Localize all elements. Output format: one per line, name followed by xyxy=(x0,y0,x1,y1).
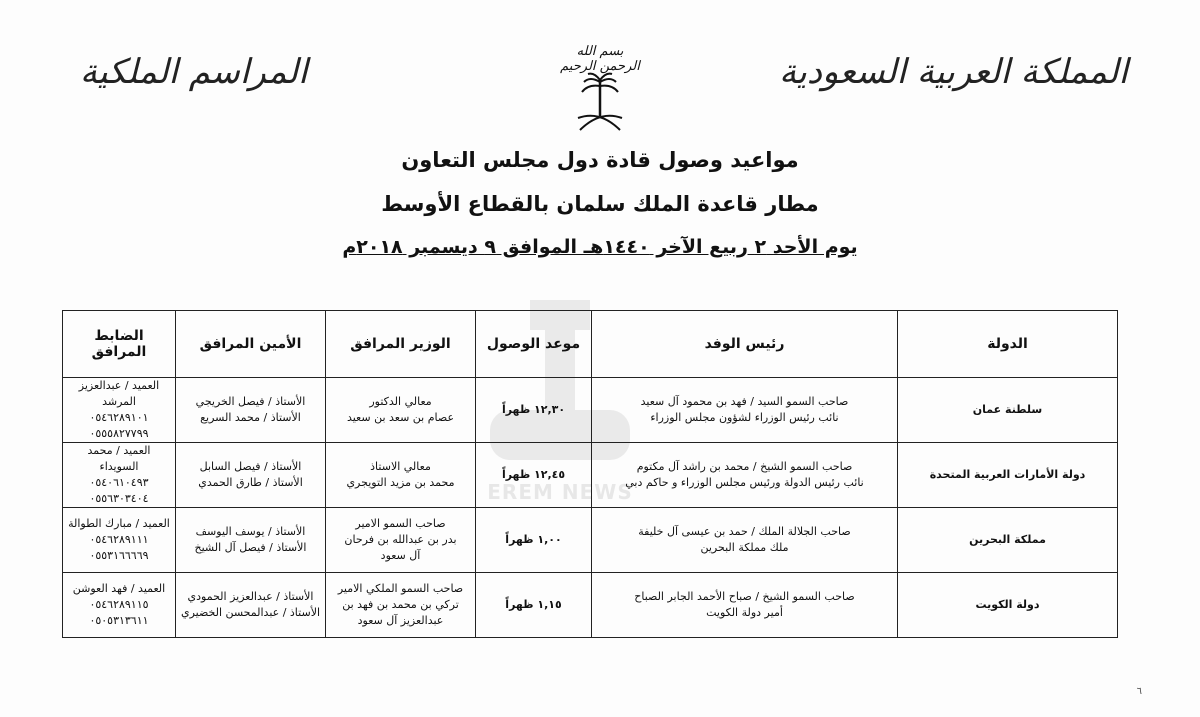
officer-phone: ٠٥٤٦٢٨٩١١٥ xyxy=(89,598,149,611)
arrival-time-cell: ١,٠٠ ظهراً xyxy=(476,508,592,573)
officer-line: العميد / محمد السويداء xyxy=(87,444,151,473)
delegation-head-cell xyxy=(592,508,898,573)
header-country: الدولة xyxy=(898,311,1118,378)
officer-phone: ٠٥٥٦٣٠٣٤٠٤ xyxy=(89,492,149,505)
table-row xyxy=(63,573,1118,638)
minister-line: صاحب السمو الامير xyxy=(355,517,446,530)
table-header-row xyxy=(63,311,1118,378)
arrival-time-cell: ١٢,٣٠ ظهراً xyxy=(476,378,592,443)
officer-cell xyxy=(63,443,176,508)
table-row xyxy=(63,443,1118,508)
header-officer: الضابط المرافق xyxy=(63,311,176,378)
delegation-head-cell xyxy=(592,443,898,508)
delegation-head-cell xyxy=(592,573,898,638)
royal-protocol-logo-text: المراسم الملكية xyxy=(80,52,308,92)
minister-line: معالي الاستاذ xyxy=(370,460,431,473)
head-line: صاحب الجلالة الملك / حمد بن عيسى آل خليفة xyxy=(638,525,851,538)
secretary-line: الأستاذ / فيصل السابل xyxy=(199,460,302,473)
minister-line: صاحب السمو الملكي الامير xyxy=(337,582,464,595)
secretary-line: الأستاذ / محمد السريع xyxy=(200,411,301,424)
head-line: صاحب السمو الشيخ / صباح الأحمد الجابر الصباح xyxy=(634,590,855,603)
secretary-line: الأستاذ / عبدالمحسن الخضيري xyxy=(180,606,321,619)
header-arrival-time: موعد الوصول xyxy=(476,311,592,378)
head-line: نائب رئيس الوزراء لشؤون مجلس الوزراء xyxy=(650,411,839,424)
minister-cell xyxy=(326,573,476,638)
page-number: ٦ xyxy=(1136,686,1142,697)
officer-phone: ٠٥٤٦٢٨٩١٠١ xyxy=(89,411,149,424)
officer-phone: ٠٥٤٠٦١٠٤٩٣ xyxy=(89,476,149,489)
kingdom-logo-text: المملكة العربية السعودية xyxy=(779,52,1128,92)
officer-line: العميد / فهد العوشن xyxy=(72,582,166,595)
country-cell: دولة الكويت xyxy=(898,573,1118,638)
country-cell: مملكة البحرين xyxy=(898,508,1118,573)
head-line: ملك مملكة البحرين xyxy=(700,541,789,554)
officer-phone: ٠٥٤٦٢٨٩١١١ xyxy=(89,533,149,546)
secretary-cell xyxy=(176,378,326,443)
secretary-cell xyxy=(176,508,326,573)
officer-cell xyxy=(63,573,176,638)
minister-line: محمد بن مزيد التويجري xyxy=(346,476,455,489)
minister-line: تركي بن محمد بن فهد بن xyxy=(342,598,459,611)
title-airport: مطار قاعدة الملك سلمان بالقطاع الأوسط xyxy=(381,192,819,216)
minister-cell xyxy=(326,443,476,508)
table-row xyxy=(63,378,1118,443)
head-line: أمير دولة الكويت xyxy=(706,606,783,619)
arrival-schedule-table xyxy=(62,310,1118,638)
officer-phone: ٠٥٠٥٣١٣٦١١ xyxy=(89,614,149,627)
table-row xyxy=(63,508,1118,573)
officer-phone: ٠٥٥٥٨٢٧٧٩٩ xyxy=(89,427,149,440)
letterhead xyxy=(0,0,1200,140)
arrival-time-cell: ١٢,٤٥ ظهراً xyxy=(476,443,592,508)
minister-cell xyxy=(326,378,476,443)
minister-line: آل سعود xyxy=(380,549,421,562)
watermark-text: EREM NEWS xyxy=(487,480,633,504)
secretary-line: الأستاذ / فيصل الخريجي xyxy=(195,395,306,408)
title-arrivals: مواعيد وصول قادة دول مجلس التعاون xyxy=(401,148,799,172)
officer-cell xyxy=(63,508,176,573)
head-line: صاحب السمو الشيخ / محمد بن راشد آل مكتوم xyxy=(636,460,853,473)
header-minister: الوزير المرافق xyxy=(326,311,476,378)
country-cell: سلطنة عمان xyxy=(898,378,1118,443)
secretary-cell xyxy=(176,573,326,638)
header-secretary: الأمين المرافق xyxy=(176,311,326,378)
minister-line: عصام بن سعد بن سعيد xyxy=(346,411,455,424)
secretary-cell xyxy=(176,443,326,508)
officer-line: العميد / مبارك الطوالة xyxy=(68,517,170,530)
head-line: نائب رئيس الدولة ورئيس مجلس الوزراء و حاكم دبي xyxy=(625,476,864,489)
secretary-line: الأستاذ / يوسف اليوسف xyxy=(195,525,306,538)
officer-cell xyxy=(63,378,176,443)
minister-cell xyxy=(326,508,476,573)
title-date: يوم الأحد ٢ ربيع الآخر ١٤٤٠هـ الموافق ٩ ديسمبر ٢٠١٨م xyxy=(342,236,858,258)
header-delegation-head: رئيس الوفد xyxy=(592,311,898,378)
arrival-time-cell: ١,١٥ ظهراً xyxy=(476,573,592,638)
officer-phone: ٠٥٥٣١٦٦٦٦٩ xyxy=(89,549,149,562)
basmala: بسم الله الرحمن الرحيم xyxy=(560,44,640,74)
secretary-line: الأستاذ / فيصل آل الشيخ xyxy=(194,541,307,554)
head-line: صاحب السمو السيد / فهد بن محمود آل سعيد xyxy=(640,395,849,408)
country-cell: دولة الأمارات العربية المتحدة xyxy=(898,443,1118,508)
minister-line: بدر بن عبدالله بن فرحان xyxy=(344,533,457,546)
officer-line: العميد / عبدالعزيز المرشد xyxy=(78,379,160,408)
palm-swords-emblem-icon xyxy=(572,72,628,132)
secretary-line: الأستاذ / طارق الحمدي xyxy=(198,476,303,489)
delegation-head-cell xyxy=(592,378,898,443)
minister-line: معالي الدكتور xyxy=(369,395,432,408)
minister-line: عبدالعزيز آل سعود xyxy=(357,614,444,627)
secretary-line: الأستاذ / عبدالعزيز الحمودي xyxy=(187,590,314,603)
